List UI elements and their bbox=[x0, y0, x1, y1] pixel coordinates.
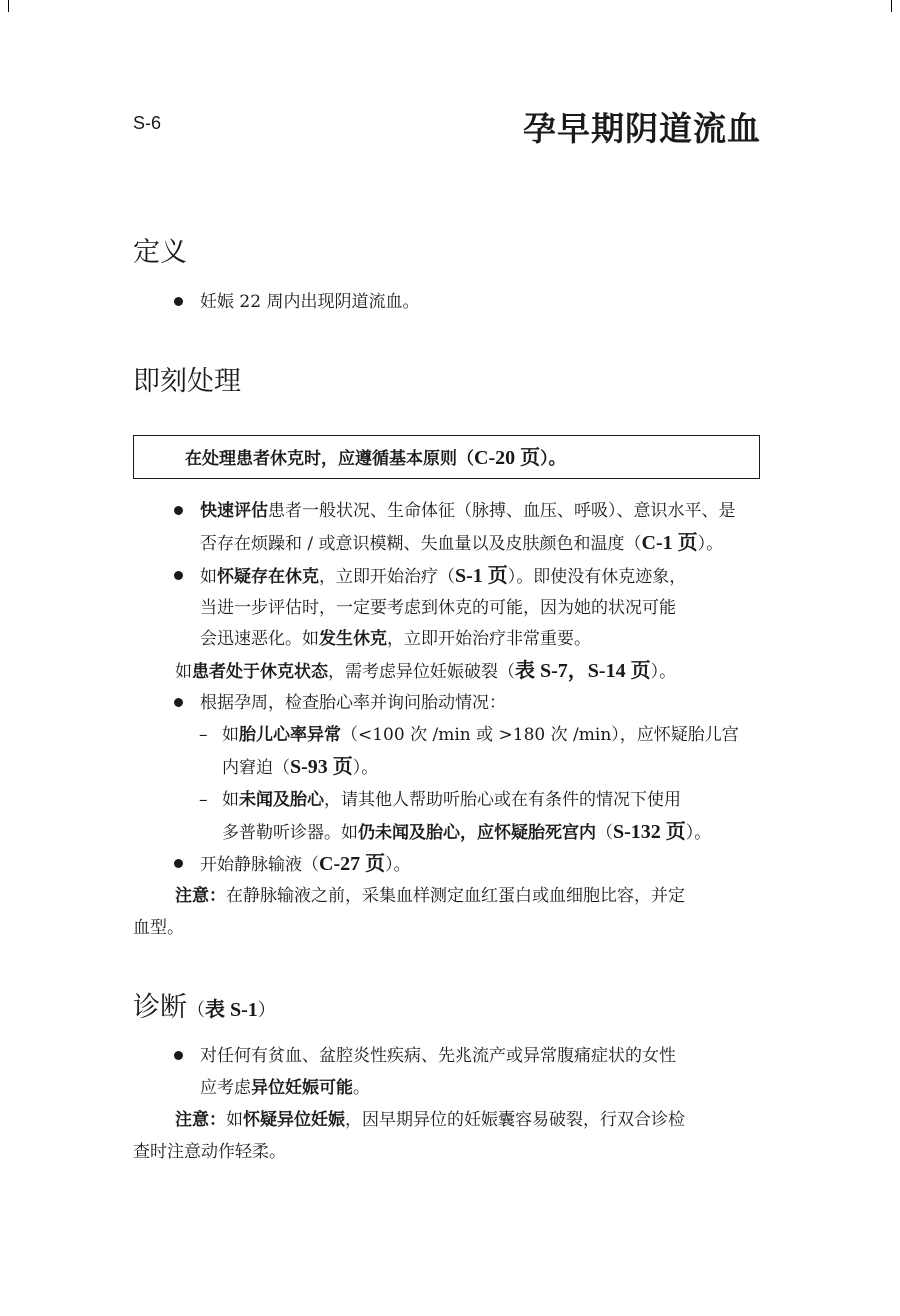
page-reference: S-1 页 bbox=[455, 565, 508, 587]
abnormal-fhr-line1: 如胎儿心率异常（<100 次 /min 或 >180 次 /min），应怀疑胎儿宫 bbox=[222, 725, 739, 745]
table-reference: 表 S-7 bbox=[515, 660, 568, 682]
diagnosis-bullet-line1: 对任何有贫血、盆腔炎性疾病、先兆流产或异常腹痛症状的女性 bbox=[200, 1046, 676, 1066]
bullet-icon bbox=[174, 859, 183, 868]
iv-note-line2: 血型。 bbox=[133, 918, 184, 938]
diagnosis-note-line1: 注意：如怀疑异位妊娠，因早期异位的妊娠囊容易破裂，行双合诊检 bbox=[175, 1110, 685, 1130]
dash-marker: – bbox=[199, 790, 208, 810]
section-heading-diagnosis: 诊断（表 S-1） bbox=[133, 992, 276, 1023]
section-heading-definition: 定义 bbox=[133, 237, 187, 268]
page-reference: C-27 页 bbox=[319, 853, 386, 875]
rapid-assessment-line2: 否存在烦躁和 / 或意识模糊、失血量以及皮肤颜色和温度（C-1 页）。 bbox=[200, 532, 724, 554]
page-reference: S-132 页 bbox=[613, 821, 686, 843]
left-crop-mark bbox=[8, 0, 9, 12]
dash-marker: – bbox=[199, 725, 208, 745]
page-number: S-6 bbox=[133, 113, 162, 133]
page-reference: S-93 页 bbox=[290, 756, 353, 778]
bullet-icon bbox=[174, 571, 183, 580]
suspect-shock-line3: 会迅速恶化。如发生休克，立即开始治疗非常重要。 bbox=[200, 629, 591, 649]
page-reference: S-14 页 bbox=[587, 660, 651, 682]
diagnosis-bullet-line2: 应考虑异位妊娠可能。 bbox=[200, 1078, 370, 1098]
diagnosis-note-line2: 查时注意动作轻柔。 bbox=[133, 1142, 286, 1162]
no-fetal-heart-line1: 如未闻及胎心，请其他人帮助听胎心或在有条件的情况下使用 bbox=[222, 790, 681, 810]
shock-principle-text: 在处理患者休克时，应遵循基本原则（C-20 页）。 bbox=[185, 447, 566, 469]
iv-infusion-bullet: 开始静脉输液（C-27 页）。 bbox=[200, 853, 411, 875]
page-reference: C-1 页 bbox=[641, 532, 698, 554]
bullet-icon bbox=[174, 1051, 183, 1060]
shock-state-paragraph: 如患者处于休克状态，需考虑异位妊娠破裂（表 S-7，S-14 页）。 bbox=[175, 660, 677, 682]
section-heading-immediate-management: 即刻处理 bbox=[133, 366, 241, 397]
bullet-icon bbox=[174, 698, 183, 707]
abnormal-fhr-line2: 内窘迫（S-93 页）。 bbox=[222, 756, 379, 778]
page-reference: C-20 页 bbox=[474, 447, 541, 469]
page-title: 孕早期阴道流血 bbox=[523, 109, 761, 148]
iv-note-line1: 注意：在静脉输液之前，采集血样测定血红蛋白或血细胞比容，并定 bbox=[175, 886, 685, 906]
suspect-shock-line2: 当进一步评估时，一定要考虑到休克的可能，因为她的状况可能 bbox=[200, 598, 676, 618]
definition-bullet-text: 妊娠 22 周内出现阴道流血。 bbox=[200, 292, 420, 312]
fetal-check-bullet: 根据孕周，检查胎心率并询问胎动情况： bbox=[200, 693, 506, 713]
no-fetal-heart-line2: 多普勒听诊器。如仍未闻及胎心，应怀疑胎死宫内（S-132 页）。 bbox=[222, 821, 712, 843]
right-crop-mark bbox=[891, 0, 892, 12]
bullet-icon bbox=[174, 506, 183, 515]
bullet-icon bbox=[174, 297, 183, 306]
suspect-shock-line1: 如怀疑存在休克，立即开始治疗（S-1 页）。即使没有休克迹象， bbox=[200, 565, 687, 587]
rapid-assessment-line1: 快速评估患者一般状况、生命体征（脉搏、血压、呼吸）、意识水平、是 bbox=[200, 501, 736, 521]
table-reference: 表 S-1 bbox=[205, 999, 258, 1021]
